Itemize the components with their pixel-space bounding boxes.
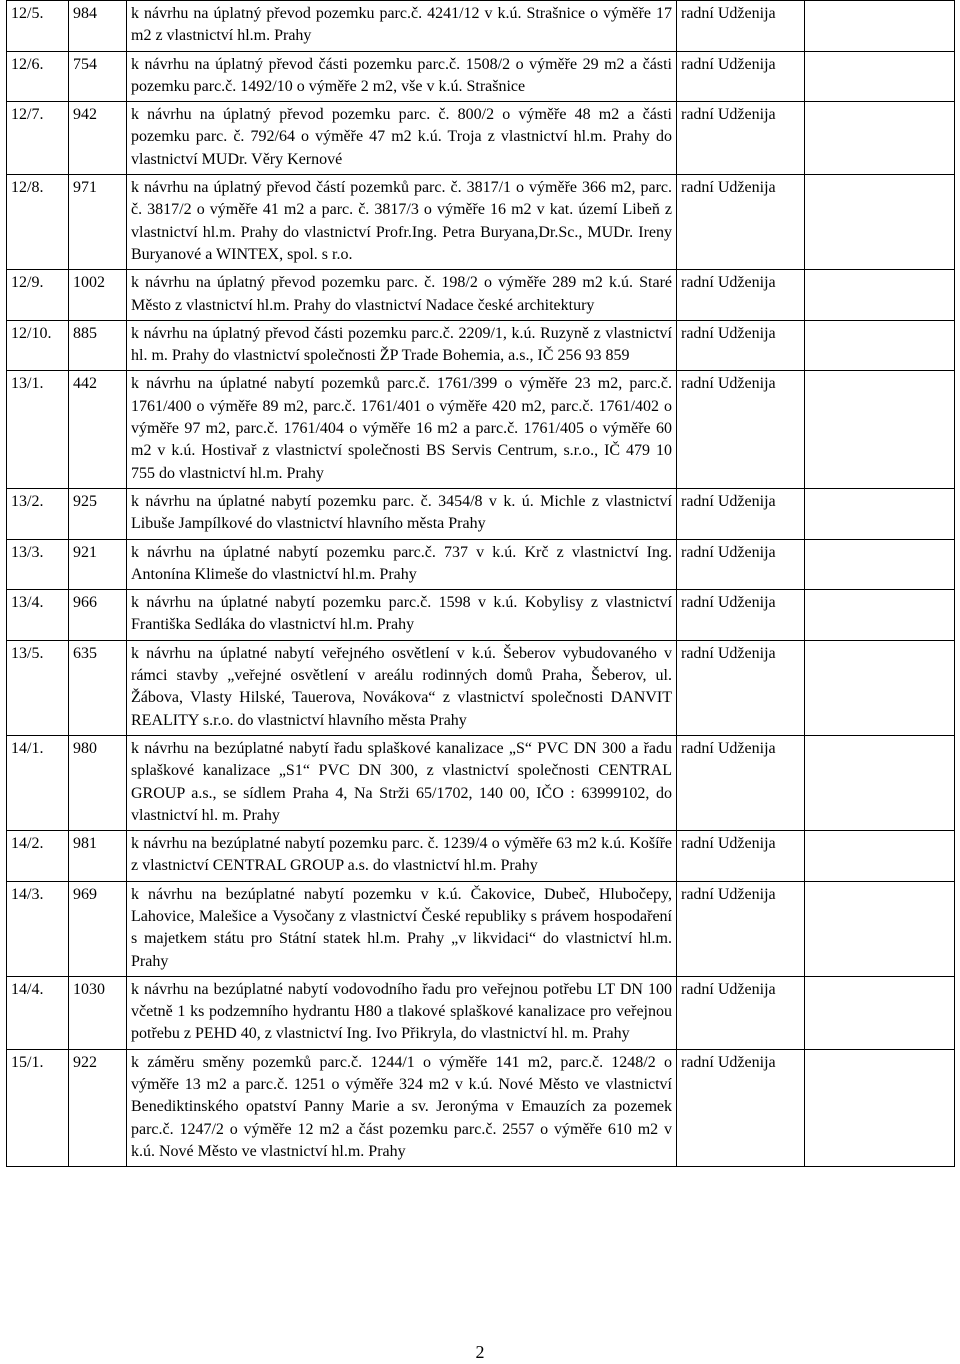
row-decision-cell: radní Udženija [677,1049,805,1166]
row-id-cell: 14/2. [7,831,69,882]
row-id-cell: 14/3. [7,881,69,976]
table-row [7,590,955,641]
row-id-cell: 12/9. [7,270,69,321]
row-decision-cell: radní Udženija [677,102,805,175]
row-id-cell: 13/3. [7,539,69,590]
table-row [7,1,955,52]
row-description-cell: k návrhu na úplatné nabytí pozemku parc.č. 1598 v k.ú. Kobylisy z vlastnictví Františka Sedláka do vlastnictví hl.m. Prahy [127,590,677,641]
row-note-cell [805,270,955,321]
table-row [7,735,955,830]
row-note-cell [805,175,955,270]
table-row [7,976,955,1049]
row-id-cell: 15/1. [7,1049,69,1166]
row-number-cell: 921 [69,539,127,590]
row-description-cell: k návrhu na bezúplatné nabytí pozemku v k.ú. Čakovice, Dubeč, Hlubočepy, Lahovice, Malešice a Vysočany z vlastnictví České republiky s právem hospodaření s majetkem státu pro Státní statek hl.m. Prahy „v likvidaci“ do vlastnictví hl.m. Prahy [127,881,677,976]
row-note-cell [805,320,955,371]
row-id-cell: 12/5. [7,1,69,52]
row-number-cell: 635 [69,640,127,735]
row-decision-cell: radní Udženija [677,831,805,882]
table-row [7,881,955,976]
row-number-cell: 969 [69,881,127,976]
row-description-cell: k návrhu na úplatný převod části pozemku parc.č. 1508/2 o výměře 29 m2 a části pozemku parc.č. 1492/10 o výměře 2 m2, vše v k.ú. Strašnice [127,51,677,102]
row-number-cell: 442 [69,371,127,488]
row-decision-cell: radní Udženija [677,881,805,976]
row-number-cell: 966 [69,590,127,641]
row-number-cell: 922 [69,1049,127,1166]
row-note-cell [805,539,955,590]
row-number-cell: 981 [69,831,127,882]
row-number-cell: 980 [69,735,127,830]
table-row [7,488,955,539]
row-decision-cell: radní Udženija [677,488,805,539]
row-note-cell [805,1,955,52]
row-number-cell: 1030 [69,976,127,1049]
table-row [7,270,955,321]
table-row [7,831,955,882]
row-id-cell: 13/5. [7,640,69,735]
row-id-cell: 14/1. [7,735,69,830]
resolutions-table-body [7,1,955,1167]
row-note-cell [805,1049,955,1166]
table-row [7,371,955,488]
row-description-cell: k návrhu na bezúplatné nabytí pozemku parc. č. 1239/4 o výměře 63 m2 k.ú. Košíře z vlastnictví CENTRAL GROUP a.s. do vlastnictví hl.m. Prahy [127,831,677,882]
row-description-cell: k návrhu na úplatné nabytí pozemku parc. č. 3454/8 v k. ú. Michle z vlastnictví Libuše Jampílkové do vlastnictví hlavního města Prahy [127,488,677,539]
row-number-cell: 942 [69,102,127,175]
row-note-cell [805,831,955,882]
page-number: 2 [475,1342,485,1362]
row-number-cell: 1002 [69,270,127,321]
row-decision-cell: radní Udženija [677,270,805,321]
row-id-cell: 13/4. [7,590,69,641]
row-id-cell: 12/7. [7,102,69,175]
table-row [7,640,955,735]
row-decision-cell: radní Udženija [677,371,805,488]
table-row [7,102,955,175]
row-note-cell [805,735,955,830]
row-decision-cell: radní Udženija [677,320,805,371]
row-number-cell: 925 [69,488,127,539]
row-description-cell: k návrhu na bezúplatné nabytí řadu splaškové kanalizace „S“ PVC DN 300 a řadu splaškové kanalizace „S1“ PVC DN 300, z vlastnictví společnosti CENTRAL GROUP a.s., se sídlem Praha 4, Na Strži 65/1702, 140 00, IČO : 63999102, do vlastnictví hl. m. Prahy [127,735,677,830]
row-note-cell [805,488,955,539]
row-note-cell [805,102,955,175]
row-id-cell: 14/4. [7,976,69,1049]
row-id-cell: 12/6. [7,51,69,102]
document-page [6,0,954,1167]
row-description-cell: k návrhu na úplatné nabytí pozemku parc.č. 737 v k.ú. Krč z vlastnictví Ing. Antonína Klimeše do vlastnictví hl.m. Prahy [127,539,677,590]
row-note-cell [805,371,955,488]
row-note-cell [805,590,955,641]
row-description-cell: k návrhu na úplatné nabytí veřejného osvětlení v k.ú. Šeberov vybudovaného v rámci stavby „veřejné osvětlení v areálu rodinných domů Praha, Šeberov, ul. Žábova, Vlasty Hilské, Tauerova, Novákova“ z vlastnictví společnosti DANVIT REALITY s.r.o. do vlastnictví hlavního města Prahy [127,640,677,735]
row-id-cell: 12/8. [7,175,69,270]
row-description-cell: k návrhu na úplatný převod části pozemku parc.č. 2209/1, k.ú. Ruzyně z vlastnictví hl. m. Prahy do vlastnictví společnosti ŽP Trade Bohemia, a.s., IČ 256 93 859 [127,320,677,371]
row-number-cell: 754 [69,51,127,102]
row-description-cell: k návrhu na úplatné nabytí pozemků parc.č. 1761/399 o výměře 23 m2, parc.č. 1761/400 o výměře 89 m2, parc.č. 1761/401 o výměře 420 m2, parc.č. 1761/402 o výměře 97 m2, parc.č. 1761/404 o výměře 16 m2 a parc.č. 1761/405 o výměře 60 m2 v k.ú. Hostivař z vlastnictví společnosti BS Servis Centrum, s.r.o., IČ 479 10 755 do vlastnictví hl.m. Prahy [127,371,677,488]
row-id-cell: 13/2. [7,488,69,539]
row-number-cell: 971 [69,175,127,270]
row-description-cell: k záměru směny pozemků parc.č. 1244/1 o výměře 141 m2, parc.č. 1248/2 o výměře 13 m2 a parc.č. 1251 o výměře 324 m2 v k.ú. Nové Město ve vlastnictví Benediktinského opatství Panny Marie a sv. Jeronýma v Emauzích za pozemek parc.č. 1247/2 o výměře 12 m2 a část pozemku parc.č. 2557 o výměře 610 m2 v k.ú. Nové Město ve vlastnictví hl.m. Prahy [127,1049,677,1166]
row-note-cell [805,51,955,102]
resolutions-table [6,0,955,1167]
row-description-cell: k návrhu na úplatný převod pozemku parc. č. 198/2 o výměře 289 m2 k.ú. Staré Město z vlastnictví hl.m. Prahy do vlastnictví Nadace české architektury [127,270,677,321]
row-description-cell: k návrhu na bezúplatné nabytí vodovodního řadu pro veřejnou potřebu LT DN 100 včetně 1 ks podzemního hydrantu H80 a tlakové splaškové kanalizace pro veřejnou potřebu z PEHD 40, z vlastnictví Ing. Ivo Přikryla, do vlastnictví hl. m. Prahy [127,976,677,1049]
row-description-cell: k návrhu na úplatný převod pozemku parc.č. 4241/12 v k.ú. Strašnice o výměře 17 m2 z vlastnictví hl.m. Prahy [127,1,677,52]
row-note-cell [805,976,955,1049]
table-row [7,539,955,590]
row-decision-cell: radní Udženija [677,175,805,270]
row-decision-cell: radní Udženija [677,51,805,102]
table-row [7,1049,955,1166]
row-decision-cell: radní Udženija [677,590,805,641]
row-decision-cell: radní Udženija [677,735,805,830]
row-decision-cell: radní Udženija [677,1,805,52]
row-description-cell: k návrhu na úplatný převod částí pozemků parc. č. 3817/1 o výměře 366 m2, parc. č. 3817/2 o výměře 41 m2 a parc. č. 3817/3 o výměře 16 m2 v kat. území Libeň z vlastnictví hl.m. Prahy do vlastnictví Profr.Ing. Petra Buryana,Dr.Sc., MUDr. Ireny Buryanové a WINTEX, spol. s r.o. [127,175,677,270]
table-row [7,175,955,270]
table-row [7,320,955,371]
row-number-cell: 984 [69,1,127,52]
row-id-cell: 13/1. [7,371,69,488]
row-decision-cell: radní Udženija [677,640,805,735]
table-row [7,51,955,102]
row-number-cell: 885 [69,320,127,371]
row-decision-cell: radní Udženija [677,539,805,590]
row-description-cell: k návrhu na úplatný převod pozemku parc. č. 800/2 o výměře 48 m2 a části pozemku parc. č. 792/64 o výměře 47 m2 k.ú. Troja z vlastnictví hl.m. Prahy do vlastnictví MUDr. Věry Kernové [127,102,677,175]
row-note-cell [805,881,955,976]
row-decision-cell: radní Udženija [677,976,805,1049]
row-note-cell [805,640,955,735]
row-id-cell: 12/10. [7,320,69,371]
